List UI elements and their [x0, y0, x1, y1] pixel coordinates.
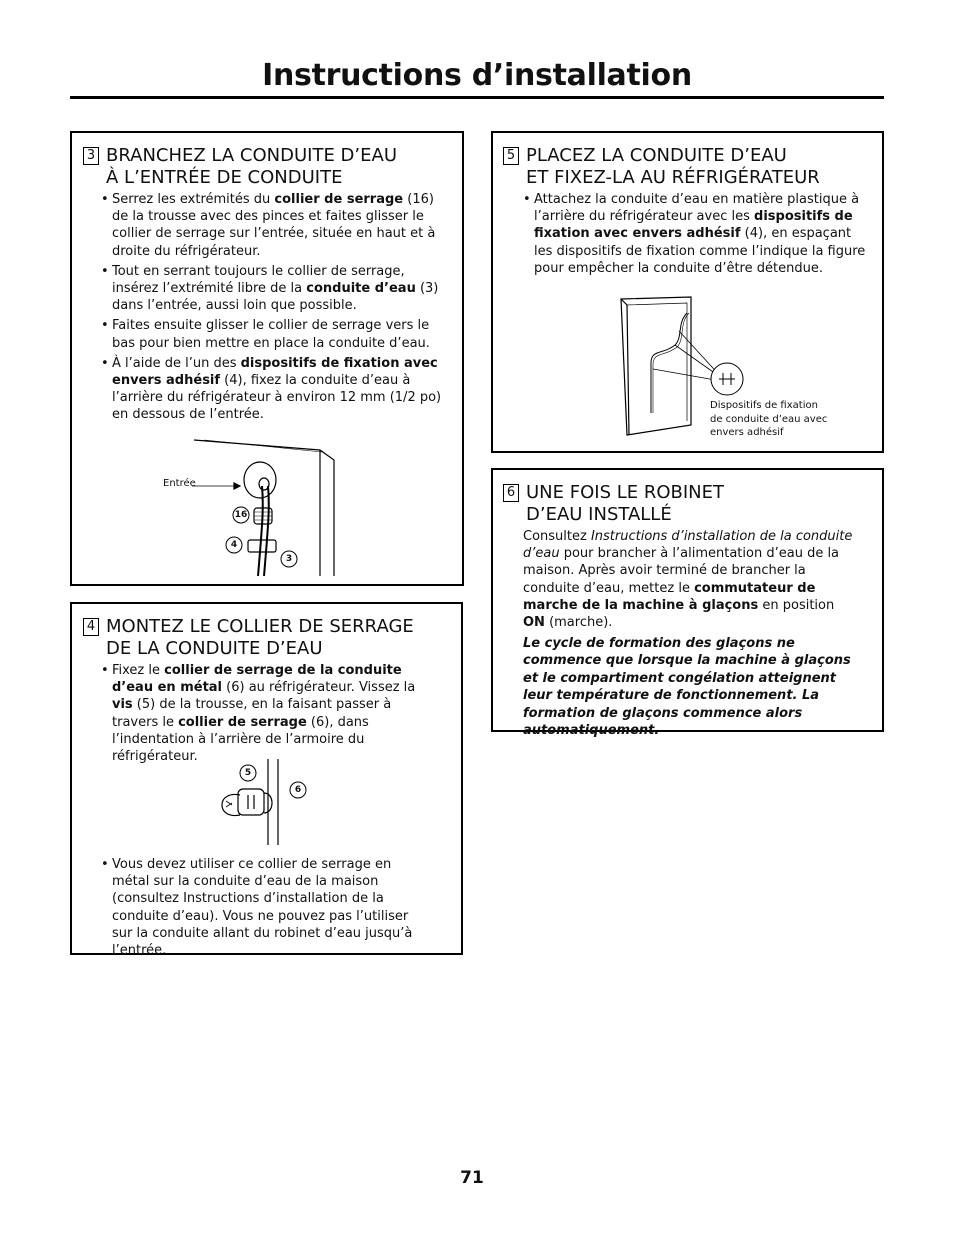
step4-heading-line2: DE LA CONDUITE D’EAU [106, 638, 323, 659]
step4-bullets-top [101, 662, 431, 768]
step5-heading [503, 145, 820, 189]
step3-number: 3 [83, 147, 99, 165]
step3-inlet-illustration [192, 438, 342, 578]
step4-heading-line1: MONTEZ LE COLLIER DE SERRAGE [106, 616, 414, 637]
step6-heading [503, 482, 724, 526]
step3-bullet-2: • Tout en serrant toujours le collier de serrage, insérez l’extrémité libre de la conduite d’eau (3) dans l’entrée, aussi loin que possible. [101, 263, 451, 315]
step3-box [70, 131, 464, 586]
step3-bullet-4: • À l’aide de l’un des dispositifs de fixation avec envers adhésif (4), fixez la conduite d’eau à l’arrière du réfrigérateur à environ 12 mm (1/2 po) en dessous de l’entrée. [101, 355, 451, 424]
step6-paragraph: Consultez Instructions d’installation de la conduite d’eau pour brancher à l’alimentation d’eau de la maison. Après avoir terminé de brancher la conduite d’eau, mettez le commutateur de marche de la machine à glaçons en position ON (marche). [523, 529, 853, 631]
step6-note: Le cycle de formation des glaçons ne commence que lorsque la machine à glaçons et le compartiment congélation atteignent leur température de fonctionnement. La formation de glaçons commence alors automatiquement. [523, 636, 851, 739]
step6-heading-line2: D’EAU INSTALLÉ [526, 504, 672, 525]
step3-heading-line2: À L’ENTRÉE DE CONDUITE [106, 167, 343, 188]
step3-bullets [101, 191, 451, 427]
step5-figure-caption [710, 399, 827, 440]
step4-box [70, 602, 463, 959]
page-number: 71 [460, 1168, 484, 1188]
step4-heading [83, 616, 414, 660]
step5-caption-line3: envers adhésif [710, 427, 784, 438]
step5-bullet-1: • Attachez la conduite d’eau en matière plastique à l’arrière du réfrigérateur avec les dispositifs de fixation avec envers adhésif (4), en espaçant les dispositifs de fixation comme l’indique la figure pour empêcher la conduite d’être détendue. [523, 191, 873, 277]
step4-bullet-2: • Vous devez utiliser ce collier de serrage en métal sur la conduite d’eau de la maison (consultez Instructions d’installation de la conduite d’eau). Vous ne pouvez pas l’utiliser sur la conduite allant du robinet d’eau jusqu’à l’entrée. [101, 856, 431, 959]
step3-callout-3-text: 3 [285, 554, 293, 564]
step5-caption-line1: Dispositifs de fixation [710, 400, 818, 411]
step4-bullet-1: • Fixez le collier de serrage de la conduite d’eau en métal (6) au réfrigérateur. Vissez la vis (5) de la trousse, en la faisant passer à travers le collier de serrage (6), dans l’indentation à l’arrière de l’armoire du réfrigérateur. [101, 662, 431, 765]
step3-heading-line1: BRANCHEZ LA CONDUITE D’EAU [106, 145, 397, 166]
step5-caption-line2: de conduite d’eau avec [710, 413, 828, 425]
step3-bullet-1: • Serrez les extrémités du collier de serrage (16) de la trousse avec des pinces et faites glisser le collier de serrage sur l’entrée, située en haut et à droite du réfrigérateur. [101, 191, 451, 260]
step4-number: 4 [83, 618, 99, 636]
step6-box [491, 468, 884, 739]
page-title: Instructions d’installation [262, 58, 692, 93]
step3-bullet-3: • Faites ensuite glisser le collier de serrage vers le bas pour bien mettre en place la conduite d’eau. [101, 317, 451, 351]
step6-number: 6 [503, 484, 519, 502]
step6-heading-line1: UNE FOIS LE ROBINET [526, 482, 724, 503]
step3-heading [83, 145, 397, 189]
step4-callout-6-text: 6 [294, 785, 302, 795]
step5-heading-line1: PLACEZ LA CONDUITE D’EAU [526, 145, 787, 166]
step5-box [491, 131, 884, 453]
title-rule [70, 96, 884, 99]
step5-heading-line2: ET FIXEZ-LA AU RÉFRIGÉRATEUR [526, 167, 820, 188]
step3-callout-16-text: 16 [234, 510, 248, 520]
step4-callout-5-text: 5 [244, 768, 252, 778]
step4-clamp-illustration [212, 759, 312, 845]
step3-callout-4-text: 4 [230, 540, 238, 550]
step5-bullets [523, 191, 873, 280]
step3-figure-label: Entrée [163, 478, 196, 489]
step4-bullets-bottom [101, 856, 431, 962]
step5-number: 5 [503, 147, 519, 165]
